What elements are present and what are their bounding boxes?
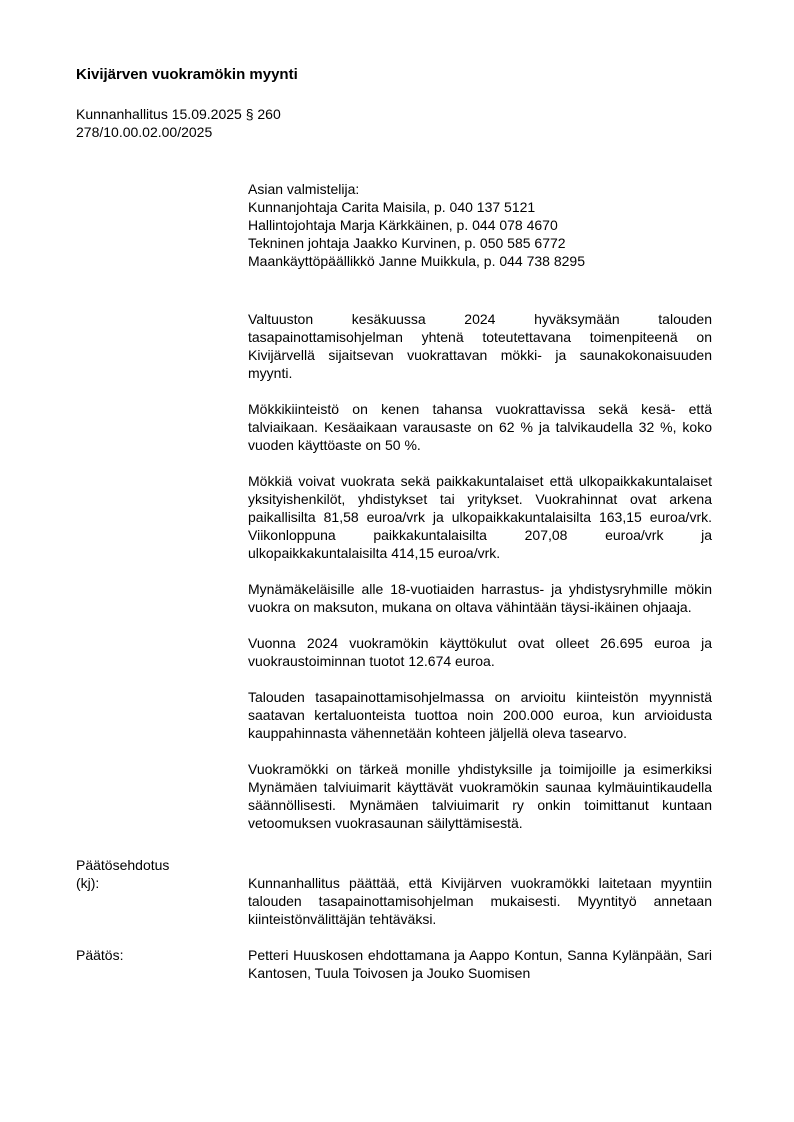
- preparer-block: [248, 180, 712, 270]
- decision-content: [248, 946, 712, 982]
- decision-proposal-label: Päätösehdotus: [76, 857, 170, 873]
- body-paragraph: Valtuuston kesäkuussa 2024 hyväksymään talouden tasapainottamisohjelman yhtenä toteutettavana toimenpiteenä on Kivijärvellä sijaitsevan vuokrattavan mökki- ja saunakokonaisuuden myynti.: [248, 311, 712, 381]
- committee-date-line: Kunnanhallitus 15.09.2025 § 260: [76, 106, 281, 122]
- preparer-heading: Asian valmistelija:: [248, 181, 360, 197]
- decision-proposal-content: [248, 874, 712, 928]
- decision-row: [76, 946, 712, 982]
- body-paragraph: Vuonna 2024 vuokramökin käyttökulut ovat olleet 26.695 euroa ja vuokraustoiminnan tuotot 12.674 euroa.: [248, 635, 712, 669]
- decision-label: Päätös:: [76, 947, 124, 963]
- body-paragraph: Mynämäkeläisille alle 18-vuotiaiden harrastus- ja yhdistysryhmille mökin vuokra on maksuton, mukana on oltava vähintään täysi-ikäinen ohjaaja.: [248, 581, 712, 615]
- body-paragraph: Vuokramökki on tärkeä monille yhdistyksille ja toimijoille ja esimerkiksi Mynämäen talviuimarit käyttävät vuokramökin saunaa kylmäuintikaudella säännöllisesti. Mynämäen talviuimarit ry onkin toimittanut kuntaan vetoomuksen vuokrasaunan säilyttämisestä.: [248, 761, 712, 831]
- decision-proposal-row: [76, 874, 712, 928]
- main-content-column: [248, 180, 712, 832]
- decision-proposal-text: Kunnanhallitus päättää, että Kivijärven vuokramökki laitetaan myyntiin talouden tasapainottamisohjelman mukaisesti. Myyntityö annetaan kiinteistönvälittäjän tehtäväksi.: [248, 875, 712, 927]
- case-number-line: 278/10.00.02.00/2025: [76, 124, 213, 140]
- preparer-contact: Tekninen johtaja Jaakko Kurvinen, p. 050 585 6772: [248, 235, 566, 251]
- document-title: Kivijärven vuokramökin myynti: [76, 66, 298, 83]
- main-content-row: [76, 180, 712, 832]
- preparer-contact: Maankäyttöpäällikkö Janne Muikkula, p. 044 738 8295: [248, 253, 585, 269]
- body-paragraph: Mökkiä voivat vuokrata sekä paikkakuntalaiset että ulkopaikkakuntalaiset yksityishenkilöt, yhdistykset tai yritykset. Vuokrahinnat ovat arkena paikallisilta 81,58 euroa/vrk ja ulkopaikkakuntalaisilta 163,15 euroa/vrk. Viikonloppuna paikkakuntalaisilta 207,08 euroa/vrk ja ulkopaikkakuntalaisilta 414,15 euroa/vrk.: [248, 473, 712, 561]
- decision-text: Petteri Huuskosen ehdottamana ja Aappo Kontun, Sanna Kylänpään, Sari Kantosen, Tuula Toivosen ja Jouko Suomisen: [248, 947, 712, 981]
- body-paragraph: Talouden tasapainottamisohjelmassa on arvioitu kiinteistön myynnistä saatavan kertaluonteista tuottoa noin 200.000 euroa, kun arvioidusta kauppahinnasta vähennetään kohteen jäljellä oleva tasearvo.: [248, 689, 712, 741]
- preparer-contact: Hallintojohtaja Marja Kärkkäinen, p. 044 078 4670: [248, 217, 558, 233]
- preparer-contact: Kunnanjohtaja Carita Maisila, p. 040 137 5121: [248, 199, 536, 215]
- decision-proposal-label-row: [76, 856, 712, 874]
- body-paragraph: Mökkikiinteistö on kenen tahansa vuokrattavissa sekä kesä- että talviaikaan. Kesäaikaan varausaste on 62 % ja talvikaudella 32 %, koko vuoden käyttöaste on 50 %.: [248, 401, 712, 453]
- decision-proposal-label-kj: (kj):: [76, 875, 100, 891]
